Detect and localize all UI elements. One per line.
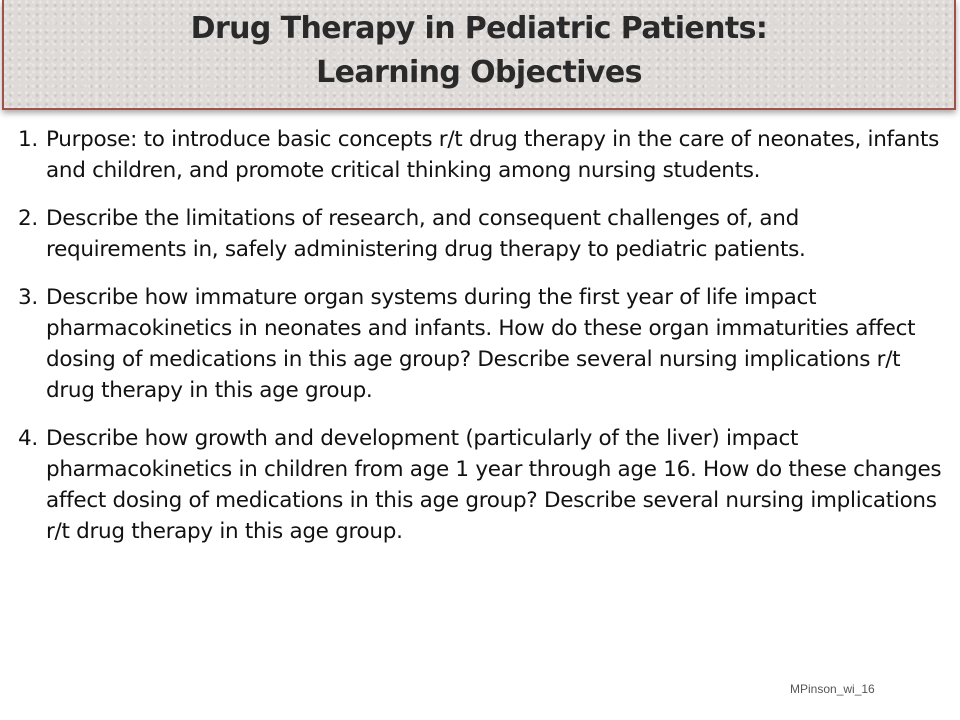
title-banner	[2, 0, 956, 110]
objective-text: Describe how immature organ systems during the first year of life impact pharmacokinetics in neonates and infants. How do these organ immaturities affect dosing of medications in this age group? Describe several nursing implications r/t drug therapy in this age group.	[46, 285, 916, 403]
objective-text: Describe the limitations of research, and consequent challenges of, and requirements in, safely administering drug therapy to pediatric patients.	[46, 206, 806, 262]
objective-number: 3.	[18, 285, 38, 310]
objective-number: 2.	[18, 206, 38, 231]
footer-credit: MPinson_wi_16	[790, 682, 875, 696]
objective-item	[18, 203, 942, 265]
objective-item	[18, 124, 942, 186]
slide-title: Drug Therapy in Pediatric Patients:	[190, 11, 768, 46]
objective-number: 4.	[18, 426, 38, 451]
objective-text: Purpose: to introduce basic concepts r/t drug therapy in the care of neonates, infants and children, and promote critical thinking among nursing students.	[46, 127, 940, 183]
objectives-list	[18, 124, 942, 564]
objective-number: 1.	[18, 127, 38, 152]
slide-subtitle: Learning Objectives	[316, 55, 642, 90]
objective-text: Describe how growth and development (particularly of the liver) impact pharmacokinetics in children from age 1 year through age 16. How do these changes affect dosing of medications in this age group? Describe several nursing implications r/t drug therapy in this age group.	[46, 426, 942, 544]
objective-item	[18, 423, 942, 547]
objective-item	[18, 282, 942, 406]
